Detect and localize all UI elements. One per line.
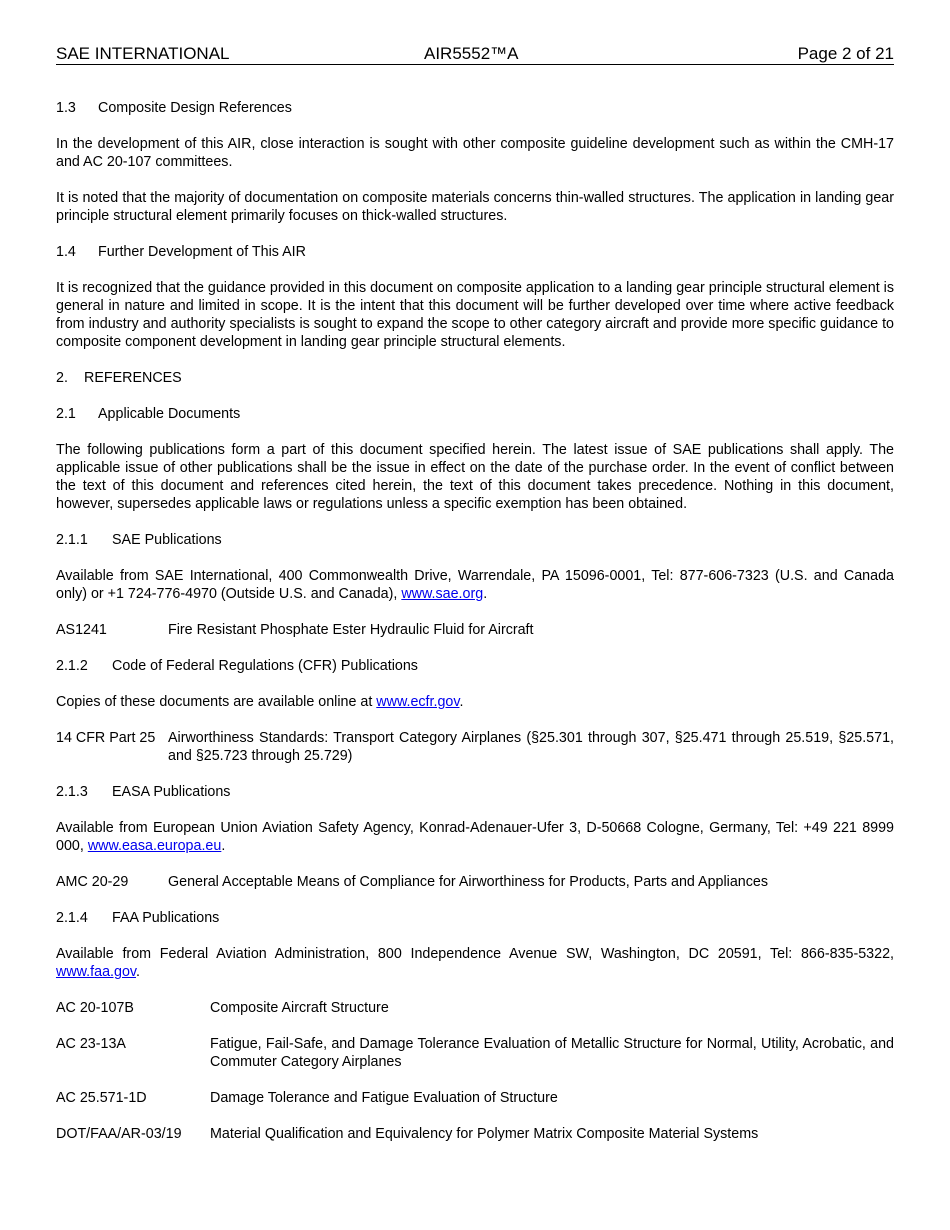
section-title: EASA Publications [112, 784, 231, 800]
section-heading-1-4 [56, 243, 894, 261]
paragraph: It is noted that the majority of documentation on composite materials concerns thin-walled structures. The application in landing gear principle structural element primarily focuses on thick-walled structures. [56, 190, 894, 224]
section-number: 2.1 [56, 406, 76, 422]
availability-paragraph [56, 945, 894, 981]
section-title: Applicable Documents [98, 406, 241, 422]
section-number: 2.1.1 [56, 532, 88, 548]
reference-title: Composite Aircraft Structure [210, 1000, 389, 1016]
availability-paragraph [56, 693, 894, 711]
section-heading-2-1-2 [56, 657, 894, 675]
section-title: REFERENCES [84, 370, 182, 386]
reference-entry [56, 729, 894, 765]
reference-code: DOT/FAA/AR-03/19 [56, 1126, 182, 1142]
reference-code: 14 CFR Part 25 [56, 730, 156, 746]
section-title: Code of Federal Regulations (CFR) Publications [112, 658, 418, 674]
section-title: Composite Design References [98, 100, 292, 116]
reference-title: Fire Resistant Phosphate Ester Hydraulic Fluid for Aircraft [168, 622, 534, 638]
period: . [136, 964, 140, 980]
section-heading-2-1-1 [56, 531, 894, 549]
section-number: 2.1.4 [56, 910, 88, 926]
availability-paragraph [56, 819, 894, 855]
reference-title: Damage Tolerance and Fatigue Evaluation of Structure [210, 1090, 558, 1106]
section-heading-2-1 [56, 405, 894, 423]
period: . [483, 586, 488, 602]
header-document-number: AIR5552™A [424, 44, 519, 63]
reference-entry [56, 873, 894, 891]
section-number: 1.4 [56, 244, 76, 260]
availability-text: Available from SAE International, 400 Commonwealth Drive, Warrendale, PA 15096-0001, Tel: 877-606-7323 (U.S. and Canada only) or +1 724-776-4970 (Outside U.S. and Canada), [56, 568, 894, 602]
sae-link[interactable]: www.sae.org [401, 586, 484, 602]
availability-paragraph [56, 567, 894, 603]
period: . [459, 694, 464, 710]
section-heading-2-1-3 [56, 783, 894, 801]
reference-entry [56, 999, 894, 1017]
reference-entry [56, 1035, 894, 1071]
section-number: 2.1.3 [56, 784, 88, 800]
section-number: 2. [56, 370, 68, 386]
header-page-number: Page 2 of 21 [797, 44, 894, 63]
section-number: 1.3 [56, 100, 76, 116]
reference-title: Fatigue, Fail-Safe, and Damage Tolerance Evaluation of Metallic Structure for Normal, Utility, Acrobatic, and Commuter Category Airplanes [210, 1036, 894, 1070]
section-number: 2.1.2 [56, 658, 88, 674]
paragraph: The following publications form a part of this document specified herein. The latest issue of SAE publications shall apply. The applicable issue of other publications shall be the issue in effect on the date of the purchase order. In the event of conflict between the text of this document and references cited herein, the text of this document takes precedence. Nothing in this document, however, supersedes applicable laws or regulations unless a specific exemption has been obtained. [56, 442, 894, 512]
section-title: Further Development of This AIR [98, 244, 306, 260]
section-heading-2-1-4 [56, 909, 894, 927]
availability-text: Available from Federal Aviation Administration, 800 Independence Avenue SW, Washington, DC 20591, Tel: 866-835-5322, [56, 946, 894, 962]
ecfr-link[interactable]: www.ecfr.gov [376, 694, 460, 710]
page-header [56, 44, 894, 65]
section-title: FAA Publications [112, 910, 220, 926]
reference-code: AMC 20-29 [56, 874, 129, 890]
easa-link[interactable]: www.easa.europa.eu [87, 838, 222, 854]
reference-entry [56, 1125, 894, 1143]
reference-code: AC 20-107B [56, 1000, 134, 1016]
reference-title: General Acceptable Means of Compliance for Airworthiness for Products, Parts and Appliances [168, 874, 768, 890]
reference-code: AC 23-13A [56, 1036, 126, 1052]
reference-title: Airworthiness Standards: Transport Category Airplanes (§25.301 through 307, §25.471 through 25.519, §25.571, and §25.723 through 25.729) [168, 730, 894, 764]
header-organization: SAE INTERNATIONAL [56, 44, 230, 63]
paragraph: In the development of this AIR, close interaction is sought with other composite guideline development such as within the CMH-17 and AC 20-107 committees. [56, 136, 894, 170]
availability-text: Copies of these documents are available online at [56, 694, 377, 710]
document-page [56, 44, 894, 1143]
reference-code: AC 25.571-1D [56, 1090, 147, 1106]
reference-entry [56, 621, 894, 639]
reference-entry [56, 1089, 894, 1107]
availability-text: Available from European Union Aviation Safety Agency, Konrad-Adenauer-Ufer 3, D-50668 Cologne, Germany, Tel: +49 221 8999 000, [56, 820, 894, 854]
faa-link[interactable]: www.faa.gov [56, 964, 136, 980]
section-heading-2 [56, 369, 894, 387]
paragraph: It is recognized that the guidance provided in this document on composite application to a landing gear principle structural element is general in nature and limited in scope. It is the intent that this document will be further developed over time where active feedback from industry and authority specialists is sought to expand the scope to other category aircraft and provide more specific guidance to composite component development in landing gear principle structural elements. [56, 280, 894, 350]
reference-code: AS1241 [56, 622, 107, 638]
period: . [221, 838, 226, 854]
section-title: SAE Publications [112, 532, 222, 548]
document-body [56, 65, 894, 1143]
section-heading-1-3 [56, 99, 894, 117]
reference-title: Material Qualification and Equivalency for Polymer Matrix Composite Material Systems [210, 1126, 759, 1142]
